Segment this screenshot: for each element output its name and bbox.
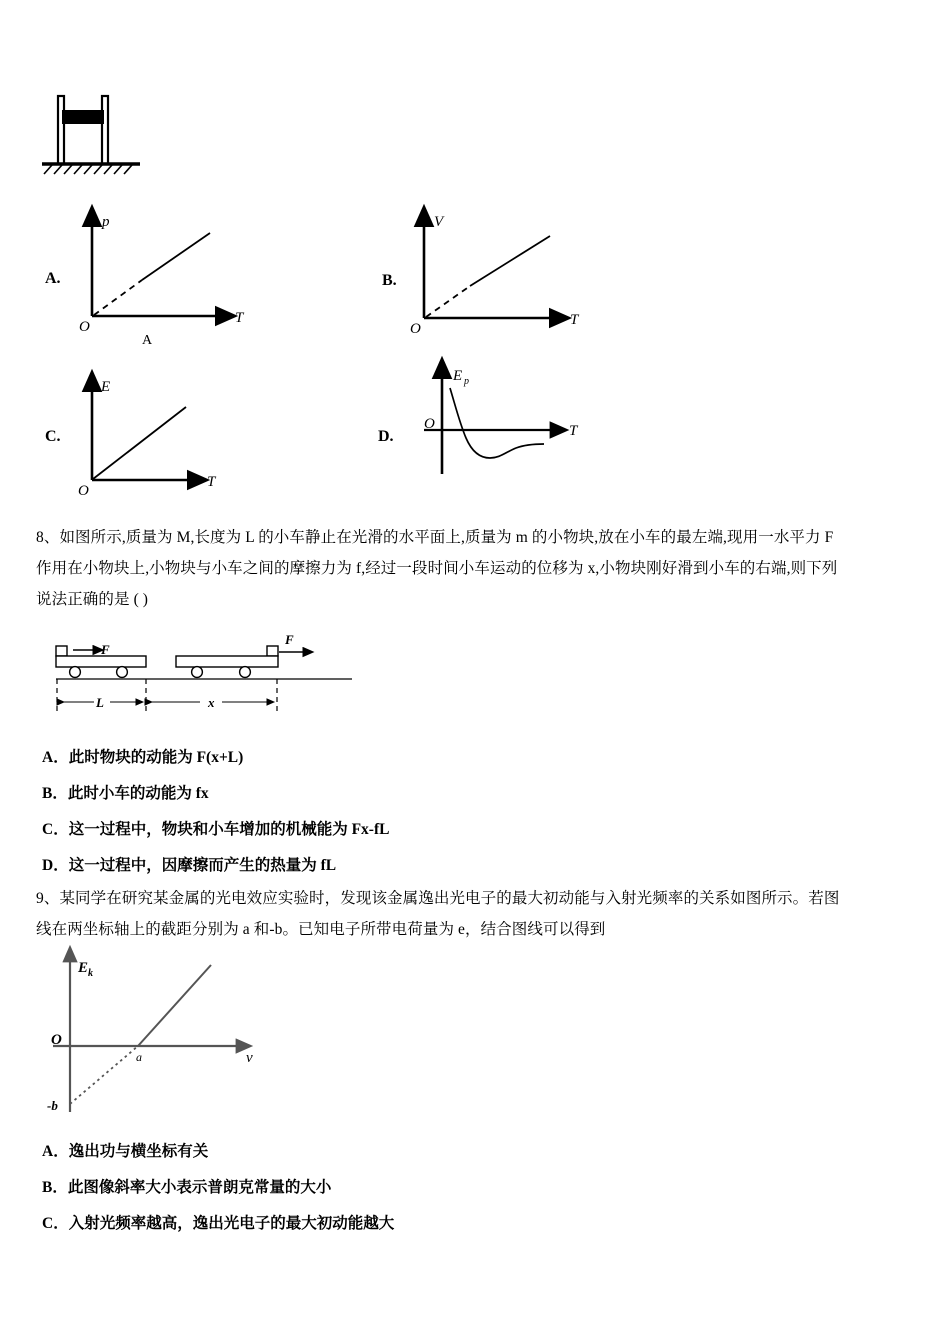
graph-a-x-label: T [235,310,244,326]
q8-option-b-text: 此时小车的动能为 fx [67,785,209,802]
question9-line-1: 9、某同学在研究某金属的光电效应实验时，发现该金属逸出光电子的最大初动能与入射光频率的关系如图所示。若图 [36,890,840,907]
q8-option-c-letter: C． [42,821,69,838]
question8-line-2: 作用在小物块上,小物块与小车之间的摩擦力为 f,经过一段时间小车运动的位移为 x,小物块刚好滑到小车的右端,则下列 [36,560,838,577]
question9-line-2: 线在两坐标轴上的截距分别为 a 和-b。已知电子所带电荷量为 e，结合图线可以得到 [36,921,606,938]
graph-a-origin: O [79,319,90,335]
graph-b-origin: O [410,321,421,337]
q8-option-a-letter: A． [42,749,69,766]
q9-x-intercept-label: a [136,1050,142,1064]
option-b-letter: B. [382,272,397,289]
option-d-letter: D. [378,428,394,445]
q9-y-label: E [78,960,89,976]
q9-y-sub: k [88,968,93,979]
graph-option-b [412,208,642,348]
graph-d-x-label: T [569,423,578,439]
q8-option-d-letter: D． [42,857,69,874]
graph-option-c [80,375,300,505]
q8-option-c [42,820,389,840]
q9-option-c-letter: C． [42,1215,69,1232]
q9-x-label: v [246,1050,253,1066]
q9-option-b [42,1178,331,1198]
graph-a-y-label: p [102,214,110,230]
question8-line-3: 说法正确的是 ( ) [36,591,149,608]
graph-option-a [80,208,310,348]
q8-option-d [42,856,336,876]
q8-option-b [42,784,209,804]
q9-option-b-letter: B． [42,1179,68,1196]
graph-d-y-label: E [453,368,463,384]
q8-option-d-text: 这一过程中，因摩擦而产生的热量为 fL [68,857,337,874]
q9-option-c-text: 入射光频率越高，逸出光电子的最大初动能越大 [68,1215,395,1232]
svg-text:F: F [101,642,110,657]
q9-y-intercept-label: -b [47,1098,58,1113]
graph-c-y-label: E [101,379,111,395]
graph-option-d [412,362,632,492]
q9-option-b-text: 此图像斜率大小表示普朗克常量的大小 [67,1179,332,1196]
dimension-label-x: x [208,695,215,710]
q9-option-a-letter: A． [42,1143,69,1160]
question8-line-1: 8、如图所示,质量为 M,长度为 L 的小车静止在光滑的水平面上,质量为 m 的小物块,放在小车的最左端,现用一水平力 F [36,529,834,546]
q9-origin: O [51,1032,62,1048]
svg-text:F: F [285,632,294,647]
graph-c-origin: O [78,483,89,499]
option-a-letter: A. [45,270,61,287]
q8-option-a [42,748,243,768]
dimension-label-L: L [96,695,104,710]
q8-option-a-text: 此时物块的动能为 F(x+L) [68,749,244,766]
piston-cylinder-figure [40,88,220,178]
graph-c-x-label: T [207,474,216,490]
q9-option-a-text: 逸出功与横坐标有关 [68,1143,209,1160]
q9-option-a [42,1142,208,1162]
graph-b-y-label: V [434,214,444,230]
option-c-letter: C. [45,428,61,445]
graph-d-y-sub: p [464,376,469,387]
photoelectric-effect-graph [48,952,308,1127]
graph-d-origin: O [424,416,435,432]
q8-option-b-letter: B． [42,785,68,802]
graph-a-below-label: A [142,333,153,348]
cart-and-block-figure [42,632,362,718]
graph-b-x-label: T [570,312,579,328]
q9-option-c [42,1214,394,1234]
q8-option-c-text: 这一过程中，物块和小车增加的机械能为 Fx-fL [68,821,390,838]
